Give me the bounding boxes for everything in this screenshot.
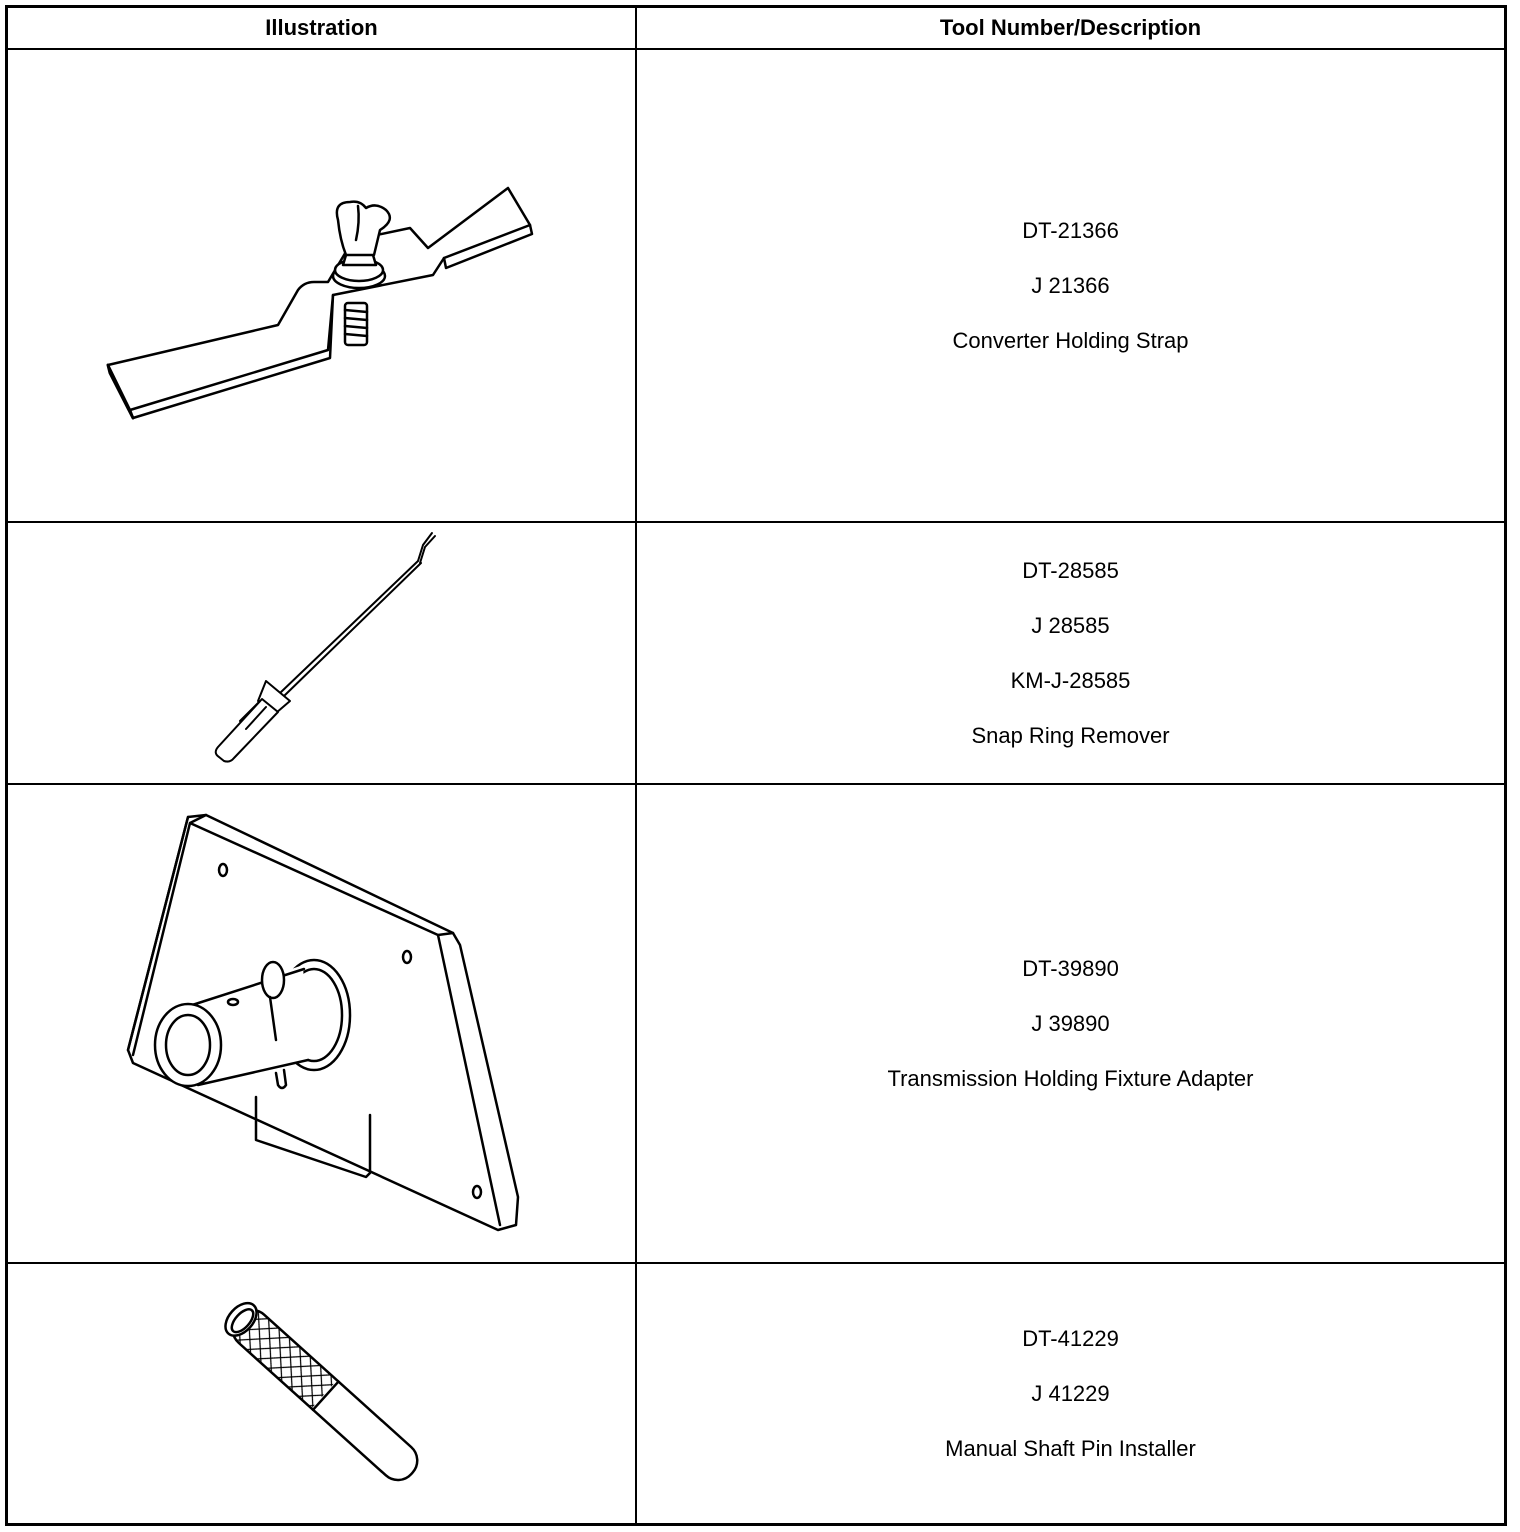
description-cell: [637, 50, 1504, 521]
tool-number-j: J 21366: [1031, 273, 1110, 298]
snap-ring-remover-icon: [8, 523, 635, 783]
tool-number-dt: DT-41229: [1022, 1326, 1119, 1351]
tool-description: Converter Holding Strap: [952, 328, 1189, 353]
table-row: [8, 523, 1504, 783]
converter-holding-strap-icon: [8, 50, 635, 521]
description-cell: [637, 785, 1504, 1262]
special-tools-table: [5, 5, 1507, 1526]
header-illustration: Illustration: [265, 15, 378, 40]
tool-number-j: J 28585: [1031, 613, 1110, 638]
tool-description: Manual Shaft Pin Installer: [945, 1436, 1196, 1461]
description-cell: [637, 523, 1504, 783]
illustration-cell: [8, 523, 635, 783]
tool-number-km: KM-J-28585: [1010, 668, 1131, 693]
transmission-holding-fixture-adapter-icon: [8, 785, 635, 1262]
tool-number-dt: DT-28585: [1022, 558, 1119, 583]
tool-number-j: J 39890: [1031, 1011, 1110, 1036]
illustration-cell: [8, 1264, 635, 1523]
tool-number-j: J 41229: [1031, 1381, 1110, 1406]
tool-number-dt: DT-21366: [1022, 218, 1119, 243]
tool-description: Transmission Holding Fixture Adapter: [887, 1066, 1254, 1091]
illustration-cell: [8, 785, 635, 1262]
tool-description: Snap Ring Remover: [971, 723, 1170, 748]
header-tool-number-description: Tool Number/Description: [939, 15, 1202, 40]
table-row: [8, 785, 1504, 1262]
tool-number-dt: DT-39890: [1022, 956, 1119, 981]
manual-shaft-pin-installer-icon: [8, 1264, 635, 1523]
illustration-cell: [8, 50, 635, 521]
table-row: [8, 50, 1504, 521]
description-cell: [637, 1264, 1504, 1523]
table-row: [8, 1264, 1504, 1523]
